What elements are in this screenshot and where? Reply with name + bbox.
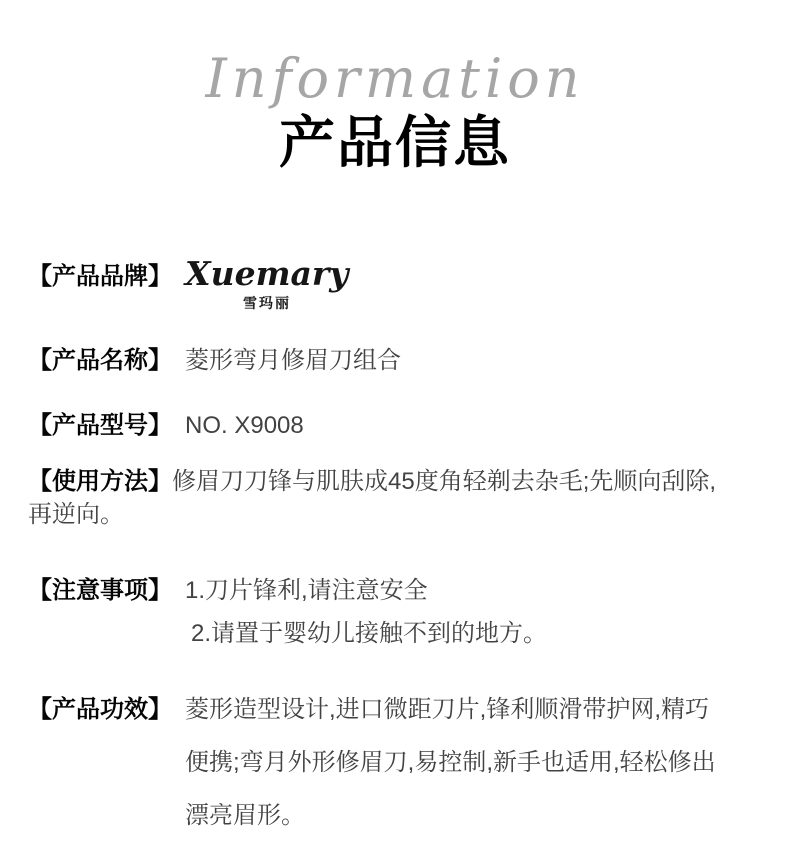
row-notice	[0, 576, 790, 649]
page-title: 产品信息	[279, 111, 511, 174]
brand-logo	[185, 254, 349, 314]
notice-content	[185, 576, 547, 649]
info-rows	[0, 254, 790, 842]
usage-method-label: 【使用方法】	[28, 468, 172, 495]
usage-method-paragraph	[28, 465, 756, 498]
product-model-label: 【产品型号】	[28, 412, 172, 439]
brand-content	[185, 254, 349, 314]
decorative-script-title: Information	[205, 47, 585, 110]
brand-logo-subtext: 雪玛丽	[243, 295, 291, 311]
product-model-value: NO. X9008	[185, 412, 304, 439]
usage-method-line1: 修眉刀刀锋与肌肤成45度角轻剃去杂毛;先顺向刮除,	[172, 468, 717, 495]
notice-item: 1.刀片锋利,请注意安全	[185, 577, 428, 604]
product-effect-line: 菱形造型设计,进口微距刀片,锋利顺滑带护网,精巧	[185, 696, 710, 723]
product-effect-line: 漂亮眉形。	[185, 802, 305, 829]
product-name-label: 【产品名称】	[28, 347, 172, 374]
product-effect-content	[185, 683, 716, 842]
product-effect-line: 便携;弯月外形修眉刀,易控制,新手也适用,轻松修出	[185, 749, 716, 776]
usage-method-line2: 再逆向。	[28, 501, 124, 528]
row-brand	[0, 254, 790, 324]
product-name-value: 菱形弯月修眉刀组合	[185, 347, 401, 374]
brand-logo-text: Xuemary	[185, 254, 349, 293]
page-header	[0, 0, 790, 174]
row-product-model	[0, 411, 790, 441]
row-usage-method	[0, 465, 790, 531]
brand-label: 【产品品牌】	[28, 263, 172, 290]
row-product-name	[0, 346, 790, 376]
notice-item: 2.请置于婴幼儿接触不到的地方。	[191, 620, 548, 647]
notice-label: 【注意事项】	[28, 577, 172, 604]
row-product-effect	[0, 683, 790, 842]
product-effect-label: 【产品功效】	[28, 696, 172, 723]
